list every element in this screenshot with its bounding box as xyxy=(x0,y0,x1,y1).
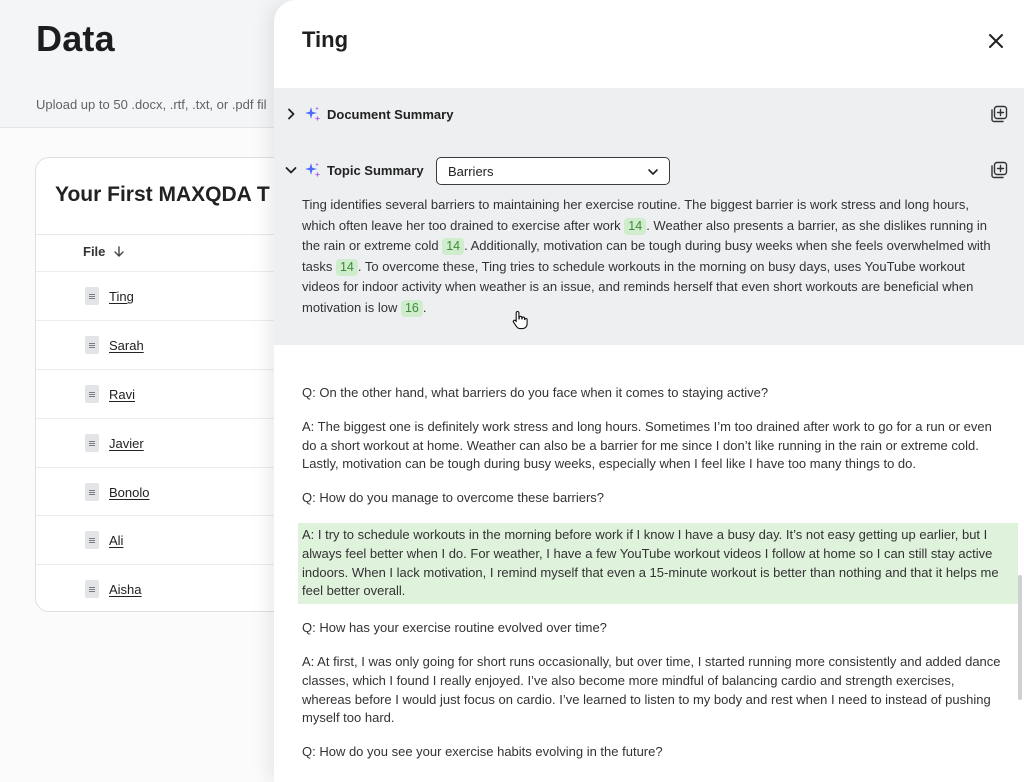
summary-area xyxy=(274,88,1024,345)
transcript-paragraph: Q: How do you manage to overcome these barriers? xyxy=(302,490,605,506)
file-link[interactable]: Ravi xyxy=(109,387,136,402)
citation-badge[interactable]: 14 xyxy=(442,238,464,255)
topic-select[interactable] xyxy=(436,157,670,185)
file-link[interactable]: Ali xyxy=(109,533,124,548)
copy-add-icon[interactable] xyxy=(990,161,1008,179)
file-link[interactable]: Javier xyxy=(109,436,144,451)
transcript xyxy=(302,384,1002,777)
panel-title: Ting xyxy=(302,27,349,52)
document-icon xyxy=(85,483,99,501)
chevron-down-icon xyxy=(647,166,659,178)
document-icon xyxy=(85,580,99,598)
file-link[interactable]: Ting xyxy=(109,289,134,304)
document-summary-toggle[interactable] xyxy=(284,102,453,126)
project-title: Your First MAXQDA T xyxy=(55,183,270,206)
summary-sentence: . To overcome these, Ting tries to schedule workouts in the morning on busy days, uses YouTube workout videos for indoor activity when weather is an issue, and reminds herself that even short workouts are beneficial when motivation is low xyxy=(302,258,974,315)
transcript-paragraph: A: At first, I was only going for short runs occasionally, but over time, I started running more consistently and added dance classes, which I found I really enjoyed. I’ve also become more mindful of balancing cardio and strength exercises, whereas before I would just focus on cardio. I’ve learned to listen to my body and rest when I need to instead of pushing myself too hard. xyxy=(302,653,1001,726)
summary-sentence: Ting identifies several barriers to maintaining her exercise routine. The biggest barrier is work stress and long hours, which often leave her too drained to exercise after work xyxy=(302,197,969,233)
document-icon xyxy=(85,287,99,305)
file-link[interactable]: Bonolo xyxy=(109,485,150,500)
citation-badge[interactable]: 14 xyxy=(336,259,358,276)
upload-hint: Upload up to 50 .docx, .rtf, .txt, or .pdf fil xyxy=(36,97,267,112)
file-link[interactable]: Sarah xyxy=(109,338,144,353)
summary-sentence: . Weather also presents a barrier, as she dislikes running in the rain or extreme cold xyxy=(302,217,988,254)
sparkle-icon xyxy=(304,105,322,123)
sparkle-icon xyxy=(304,161,322,179)
transcript-paragraph: Q: How do you see your exercise habits evolving in the future? xyxy=(302,744,663,760)
highlighted-paragraph: A: I try to schedule workouts in the morning before work if I know I have a busy day. It’s not easy getting up earlier, but I always feel better when I do. For weather, I have a few YouTube workout videos I follow at home so I can still stay active indoors. When I lack motivation, I remind myself that even a 15-minute workout is better than nothing and that it helps me feel better overall. xyxy=(298,523,1018,604)
citation-badge[interactable]: 16 xyxy=(401,300,423,317)
transcript-paragraph: Q: On the other hand, what barriers do you face when it comes to staying active? xyxy=(302,385,769,400)
transcript-paragraph: Q: How has your exercise routine evolved over time? xyxy=(302,620,607,636)
summary-sentence: . xyxy=(422,299,427,315)
document-summary-label: Document Summary xyxy=(327,106,454,122)
chevron-down-icon xyxy=(284,163,298,177)
page-title: Data xyxy=(36,18,115,59)
close-icon[interactable] xyxy=(986,31,1006,51)
scrollbar-thumb[interactable] xyxy=(1018,575,1022,700)
file-link[interactable]: Aisha xyxy=(109,582,142,597)
file-column-header[interactable] xyxy=(83,244,125,259)
topic-summary-label: Topic Summary xyxy=(327,162,424,178)
copy-add-icon[interactable] xyxy=(990,105,1008,123)
transcript-paragraph: A: The biggest one is definitely work stress and long hours. Sometimes I’m too drained after work to go for a run or even do a short workout at home. Weather can also be a barrier for me since I don’t like running in the rain or extreme cold. Lastly, motivation can be tough during busy weeks, especially when I feel like I have too many things to do. xyxy=(302,418,992,472)
file-column-label: File xyxy=(83,244,106,259)
topic-select-value: Barriers xyxy=(448,163,494,179)
summary-sentence: . Additionally, motivation can be tough during busy weeks when she feels overwhelmed with tasks xyxy=(302,238,991,274)
citation-badge[interactable]: 14 xyxy=(624,218,646,235)
document-icon xyxy=(85,336,99,354)
topic-summary-toggle[interactable] xyxy=(284,158,424,182)
topic-summary-text xyxy=(302,195,1002,319)
document-icon xyxy=(85,434,99,452)
document-panel xyxy=(274,0,1024,782)
chevron-right-icon xyxy=(284,107,298,121)
document-icon xyxy=(85,531,99,549)
arrow-down-icon xyxy=(113,246,125,258)
document-icon xyxy=(85,385,99,403)
